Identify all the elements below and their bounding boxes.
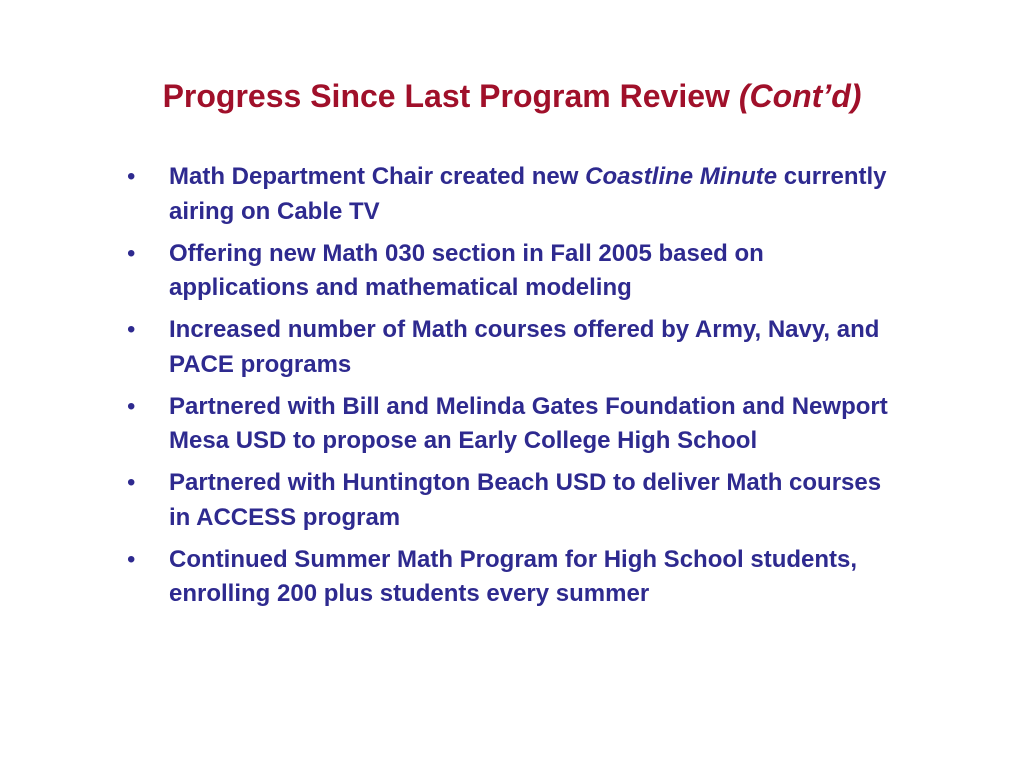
bullet-list <box>127 160 907 619</box>
slide-title <box>0 76 1024 116</box>
bullet-item <box>127 313 907 382</box>
bullet-item <box>127 466 907 535</box>
bullet-text: Increased number of Math courses offered by Army, Navy, and PACE programs <box>169 316 880 378</box>
bullet-dot: • <box>127 163 136 190</box>
bullet-item <box>127 543 907 612</box>
bullet-emphasis: Coastline Minute <box>585 163 778 190</box>
bullet-text-after: currently airing on Cable TV <box>169 163 887 225</box>
bullet-item <box>127 160 907 229</box>
bullet-dot: • <box>127 469 136 496</box>
bullet-dot: • <box>127 239 136 267</box>
bullet-text: Partnered with Huntington Beach USD to deliver Math courses in ACCESS program <box>169 469 882 531</box>
bullet-dot: • <box>127 392 136 420</box>
bullet-text: Offering new Math 030 section in Fall 2005 based on applications and mathematical modeling <box>169 239 764 301</box>
slide-title-suffix: (Cont’d) <box>738 78 862 114</box>
bullet-dot: • <box>127 316 136 343</box>
bullet-text: Math Department Chair created new <box>169 163 586 190</box>
bullet-dot: • <box>127 545 136 573</box>
bullet-text: Partnered with Bill and Melinda Gates Foundation and Newport Mesa USD to propose an Early College High School <box>169 392 888 454</box>
bullet-item <box>127 237 907 306</box>
bullet-item <box>127 390 907 459</box>
slide-title-text: Progress Since Last Program Review <box>162 78 730 114</box>
bullet-text: Continued Summer Math Program for High School students, enrolling 200 plus students every summer <box>169 545 858 607</box>
